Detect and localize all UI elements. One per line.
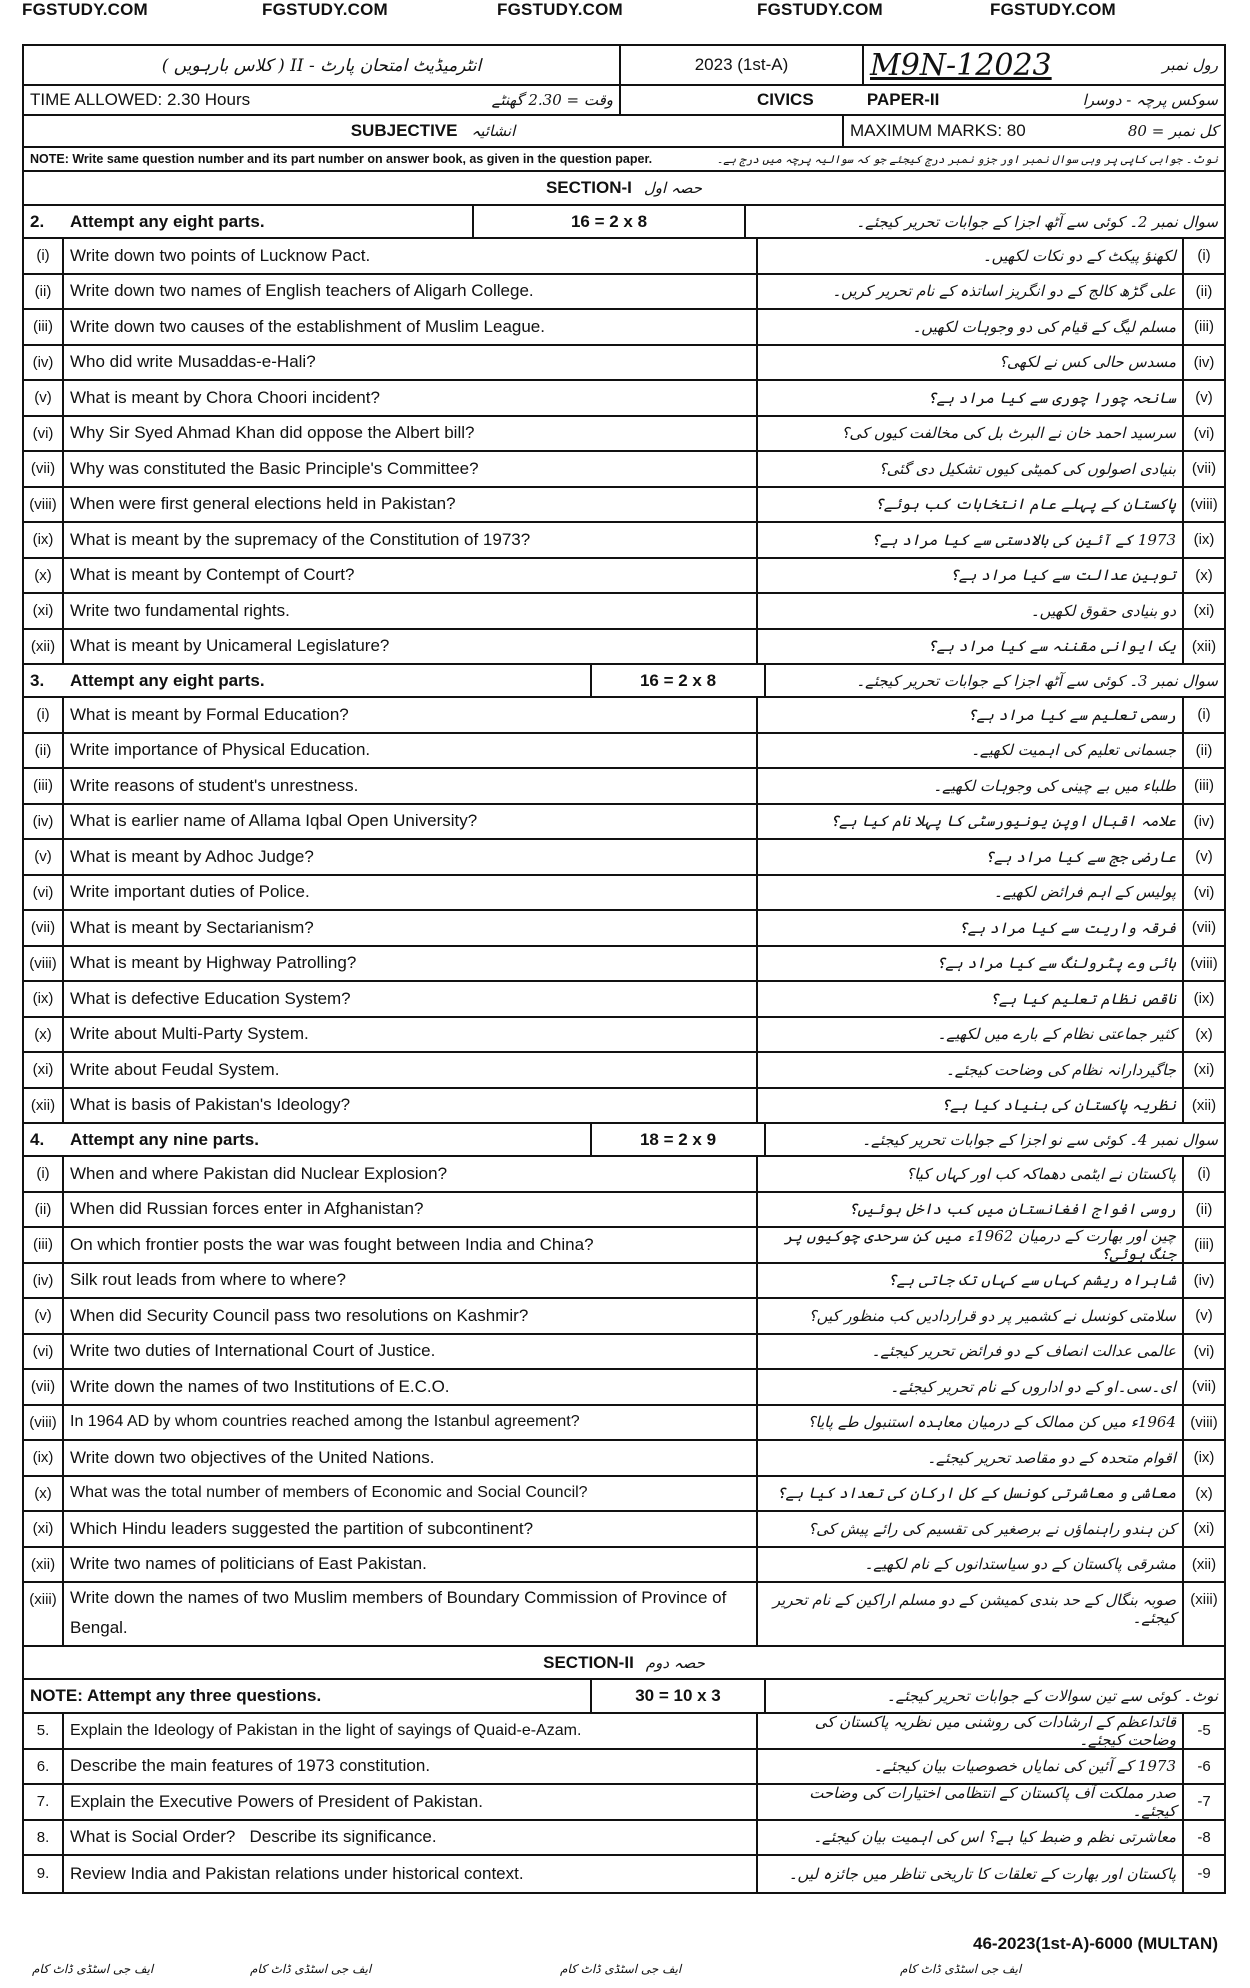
question-part bbox=[24, 452, 1224, 488]
long-question bbox=[24, 1856, 1224, 1892]
part-text: Write down two causes of the establishment of Muslim League. bbox=[64, 310, 758, 344]
part-label-urdu: (ix) bbox=[1182, 1441, 1224, 1475]
instruction-text: Attempt any nine parts. bbox=[70, 1129, 259, 1149]
part-text: Write reasons of student's unrestness. bbox=[64, 769, 758, 803]
part-text: Write two names of politicians of East Pakistan. bbox=[64, 1548, 758, 1582]
part-text: When did Russian forces enter in Afghanistan? bbox=[64, 1193, 758, 1227]
part-label: (xii) bbox=[24, 630, 64, 664]
question-3-header bbox=[24, 665, 1224, 698]
time-allowed-urdu: وقت = 2.30 گھنٹے bbox=[491, 91, 613, 109]
part-label: (i) bbox=[24, 698, 64, 732]
part-text-urdu: مسلم لیگ کے قیام کی دو وجوہات لکھیں۔ bbox=[912, 317, 1176, 336]
part-label-urdu: (iv) bbox=[1182, 1264, 1224, 1298]
part-label: (i) bbox=[24, 1157, 64, 1191]
part-label-urdu: (iv) bbox=[1182, 805, 1224, 839]
question-part bbox=[24, 805, 1224, 841]
question-part bbox=[24, 1089, 1224, 1125]
part-text-urdu: جاگیردارانہ نظام کی وضاحت کیجئے۔ bbox=[945, 1060, 1176, 1079]
part-text: Why Sir Syed Ahmad Khan did oppose the Albert bill? bbox=[64, 417, 758, 451]
part-text-urdu: روسی افواج افغانستان میں کب داخل ہوئیں؟ bbox=[848, 1200, 1176, 1219]
part-label: (vi) bbox=[24, 417, 64, 451]
question-part bbox=[24, 346, 1224, 382]
part-text-urdu: پولیس کے اہم فرائض لکھیے۔ bbox=[993, 883, 1176, 902]
paper-type-cell bbox=[24, 116, 844, 146]
part-label-urdu: (xi) bbox=[1182, 1512, 1224, 1546]
question-label: 8. bbox=[24, 1821, 64, 1855]
question-part bbox=[24, 488, 1224, 524]
section-1-title bbox=[24, 172, 1224, 204]
long-question bbox=[24, 1750, 1224, 1786]
long-question bbox=[24, 1714, 1224, 1750]
part-text: What is basis of Pakistan's Ideology? bbox=[64, 1089, 758, 1123]
part-label: (v) bbox=[24, 1299, 64, 1333]
part-text: What is meant by the supremacy of the Constitution of 1973? bbox=[64, 523, 758, 557]
part-label: (v) bbox=[24, 840, 64, 874]
part-text: Write down the names of two Institutions of E.C.O. bbox=[64, 1370, 758, 1404]
part-label: (ix) bbox=[24, 1441, 64, 1475]
part-text-urdu: دو بنیادی حقوق لکھیں۔ bbox=[1030, 601, 1176, 620]
section-1-title-row bbox=[24, 172, 1224, 206]
roll-number-value: M9N-12023 bbox=[870, 47, 1052, 83]
part-text: When and where Pakistan did Nuclear Explosion? bbox=[64, 1157, 758, 1191]
question-part bbox=[24, 630, 1224, 666]
part-label: (iii) bbox=[24, 1228, 64, 1262]
paper-number: PAPER-II bbox=[866, 90, 940, 109]
question-text: Explain the Ideology of Pakistan in the light of sayings of Quaid-e-Azam. bbox=[64, 1714, 758, 1748]
question-label: 7. bbox=[24, 1785, 64, 1819]
part-text: Why was constituted the Basic Principle's Committee? bbox=[64, 452, 758, 486]
part-text: Silk rout leads from where to where? bbox=[64, 1264, 758, 1298]
part-text-urdu: ای۔سی۔او کے دو اداروں کے نام تحریر کیجئے۔ bbox=[890, 1377, 1176, 1396]
watermark-text: FGSTUDY.COM bbox=[497, 0, 623, 19]
part-label: (ii) bbox=[24, 1193, 64, 1227]
question-label: 5. bbox=[24, 1714, 64, 1748]
session-label: 2023 (1st-A) bbox=[621, 46, 864, 84]
part-label-urdu: (iii) bbox=[1182, 310, 1224, 344]
question-4-instruction-urdu: سوال نمبر 4۔ کوئی سے نو اجزا کے جوابات تحریر کیجئے۔ bbox=[862, 1130, 1218, 1149]
question-part bbox=[24, 594, 1224, 630]
exam-title-urdu: انٹرمیڈیٹ امتحان پارٹ - II ( کلاس بارہویں ) bbox=[24, 46, 621, 84]
header-title-row bbox=[24, 46, 1224, 86]
part-text: What is meant by Formal Education? bbox=[64, 698, 758, 732]
question-part bbox=[24, 310, 1224, 346]
question-part bbox=[24, 947, 1224, 983]
part-label: (iii) bbox=[24, 310, 64, 344]
question-part bbox=[24, 1228, 1224, 1264]
question-part bbox=[24, 1018, 1224, 1054]
header-time-row bbox=[24, 86, 1224, 116]
exam-paper bbox=[22, 44, 1226, 1894]
question-text-urdu: معاشرتی نظم و ضبط کیا ہے؟ اس کی اہمیت بیان کیجئے۔ bbox=[813, 1828, 1176, 1847]
part-text-urdu: 1973 کے آئین کی بالادستی سے کیا مراد ہے؟ bbox=[871, 530, 1176, 549]
part-text-urdu: عارضی جج سے کیا مراد ہے؟ bbox=[985, 847, 1176, 866]
part-text: Write about Multi-Party System. bbox=[64, 1018, 758, 1052]
part-text: When were first general elections held in Pakistan? bbox=[64, 488, 758, 522]
watermark-text-urdu: ایف جی اسٹڈی ڈاٹ کام bbox=[32, 1962, 154, 1976]
part-label: (ix) bbox=[24, 523, 64, 557]
part-label-urdu: (xi) bbox=[1182, 594, 1224, 628]
note-row bbox=[24, 148, 1224, 172]
part-label-urdu: (x) bbox=[1182, 1018, 1224, 1052]
part-label: (xi) bbox=[24, 1053, 64, 1087]
question-part bbox=[24, 275, 1224, 311]
part-text-urdu: مسدس حالی کس نے لکھی؟ bbox=[998, 353, 1176, 372]
question-text-urdu: 1973 کے آئین کی نمایاں خصوصیات بیان کیجئے۔ bbox=[873, 1757, 1176, 1776]
part-text: What is meant by Chora Choori incident? bbox=[64, 381, 758, 415]
question-part bbox=[24, 911, 1224, 947]
part-text-urdu: نظریہ پاکستان کی بنیاد کیا ہے؟ bbox=[941, 1096, 1176, 1115]
part-text-urdu: فرقہ واریت سے کیا مراد ہے؟ bbox=[958, 918, 1176, 937]
part-text: On which frontier posts the war was fought between India and China? bbox=[64, 1228, 758, 1262]
max-marks-cell bbox=[844, 116, 1224, 146]
question-text: Describe the main features of 1973 constitution. bbox=[64, 1750, 758, 1784]
question-part bbox=[24, 1335, 1224, 1371]
part-label-urdu: (v) bbox=[1182, 1299, 1224, 1333]
part-text: What is meant by Sectarianism? bbox=[64, 911, 758, 945]
part-text-urdu: سلامتی کونسل نے کشمیر پر دو قراردادیں کب منظور کیں؟ bbox=[808, 1306, 1176, 1325]
part-label-urdu: (iv) bbox=[1182, 346, 1224, 380]
part-label: (vii) bbox=[24, 1370, 64, 1404]
note-text: NOTE: Write same question number and its part number on answer book, as given in the question paper. bbox=[30, 152, 653, 166]
part-label-urdu: (xii) bbox=[1182, 630, 1224, 664]
part-label-urdu: (i) bbox=[1182, 239, 1224, 273]
part-label: (iv) bbox=[24, 805, 64, 839]
question-part bbox=[24, 1441, 1224, 1477]
note-cell bbox=[24, 148, 1224, 170]
paper-type-urdu: انشائیہ bbox=[471, 122, 516, 140]
part-text: What was the total number of members of Economic and Social Council? bbox=[64, 1477, 758, 1511]
question-3-instruction bbox=[24, 665, 592, 696]
part-label-urdu: (xiii) bbox=[1182, 1583, 1224, 1645]
question-2-instruction bbox=[24, 206, 474, 237]
part-label-urdu: (ix) bbox=[1182, 523, 1224, 557]
part-label-urdu: (x) bbox=[1182, 1477, 1224, 1511]
part-text-urdu: کن ہندو راہنماؤں نے برصغیر کی تقسیم کی رائے پیش کی؟ bbox=[808, 1519, 1176, 1538]
instruction-text: Attempt any eight parts. bbox=[70, 211, 265, 231]
question-part bbox=[24, 1583, 1224, 1647]
part-label-urdu: (ii) bbox=[1182, 734, 1224, 768]
part-label: (viii) bbox=[24, 488, 64, 522]
part-text-urdu: لکھنؤ پیکٹ کے دو نکات لکھیں۔ bbox=[982, 246, 1176, 265]
part-label-urdu: (viii) bbox=[1182, 947, 1224, 981]
part-text-urdu: 1964ء میں کن ممالک کے درمیان معاہدہ استنبول طے پایا؟ bbox=[807, 1413, 1176, 1432]
part-label-urdu: (ii) bbox=[1182, 275, 1224, 309]
watermark-bottom bbox=[0, 1962, 1250, 1988]
time-allowed: TIME ALLOWED: 2.30 Hours bbox=[30, 90, 251, 109]
part-label-urdu: (viii) bbox=[1182, 1406, 1224, 1440]
part-label: (xii) bbox=[24, 1548, 64, 1582]
question-4-instruction bbox=[24, 1124, 592, 1155]
question-text-urdu: پاکستان اور بھارت کے تعلقات کا تاریخی تناظر میں جائزہ لیں۔ bbox=[788, 1864, 1176, 1883]
subject-urdu: سوکس پرچہ - دوسرا bbox=[1082, 91, 1218, 109]
watermark-text: FGSTUDY.COM bbox=[262, 0, 388, 19]
part-label-urdu: (ii) bbox=[1182, 1193, 1224, 1227]
section-2-marks: 30 = 10 x 3 bbox=[592, 1680, 766, 1712]
part-label-urdu: (vii) bbox=[1182, 452, 1224, 486]
part-text-urdu: علی گڑھ کالج کے دو انگریز اساتذہ کے نام تحریر کریں۔ bbox=[832, 282, 1176, 301]
part-text-urdu: علامہ اقبال اوپن یونیورسٹی کا پہلا نام کیا ہے؟ bbox=[830, 812, 1176, 831]
part-label-urdu: (ix) bbox=[1182, 982, 1224, 1016]
part-text: Write down two points of Lucknow Pact. bbox=[64, 239, 758, 273]
part-text: Which Hindu leaders suggested the partition of subcontinent? bbox=[64, 1512, 758, 1546]
max-marks: MAXIMUM MARKS: 80 bbox=[850, 121, 1026, 140]
question-label-urdu: -7 bbox=[1182, 1785, 1224, 1819]
part-label: (xii) bbox=[24, 1089, 64, 1123]
part-label: (v) bbox=[24, 381, 64, 415]
question-part bbox=[24, 1264, 1224, 1300]
section-1-label: SECTION-I bbox=[545, 178, 632, 197]
section-2-note-row bbox=[24, 1680, 1224, 1714]
watermark-text-urdu: ایف جی اسٹڈی ڈاٹ کام bbox=[560, 1962, 682, 1976]
question-part bbox=[24, 523, 1224, 559]
part-text-urdu: ہائی وے پٹرولنگ سے کیا مراد ہے؟ bbox=[936, 954, 1176, 973]
part-text-urdu: پاکستان کے پہلے عام انتخابات کب ہوئے؟ bbox=[874, 495, 1176, 514]
question-label: 9. bbox=[24, 1856, 64, 1892]
question-4-marks: 18 = 2 x 9 bbox=[592, 1124, 766, 1155]
part-label: (viii) bbox=[24, 947, 64, 981]
part-text: What is defective Education System? bbox=[64, 982, 758, 1016]
note-text-urdu: نوٹ۔ جوابی کاپی پر وہی سوال نمبر اور جزو نمبر درج کیجئے جو کہ سوالیہ پرچہ میں درج ہے۔ bbox=[716, 152, 1218, 166]
part-text-urdu: صوبہ بنگال کے حد بندی کمیشن کے دو مسلم اراکین کے نام تحریر کیجئے۔ bbox=[772, 1591, 1176, 1627]
section-2-note: NOTE: Attempt any three questions. bbox=[24, 1680, 592, 1712]
part-text: Write two fundamental rights. bbox=[64, 594, 758, 628]
part-label-urdu: (vi) bbox=[1182, 417, 1224, 451]
part-text: What is meant by Highway Patrolling? bbox=[64, 947, 758, 981]
question-part bbox=[24, 1477, 1224, 1513]
question-part bbox=[24, 1299, 1224, 1335]
question-part bbox=[24, 698, 1224, 734]
part-label: (iii) bbox=[24, 769, 64, 803]
part-label: (xi) bbox=[24, 594, 64, 628]
section-2-title bbox=[24, 1647, 1224, 1678]
question-number: 4. bbox=[30, 1129, 45, 1149]
part-label: (iv) bbox=[24, 346, 64, 380]
question-part bbox=[24, 840, 1224, 876]
roll-number-label-urdu: رول نمبر bbox=[1162, 56, 1218, 74]
part-label: (vi) bbox=[24, 1335, 64, 1369]
subject-cell bbox=[621, 86, 1224, 114]
watermark-top bbox=[0, 0, 1250, 30]
part-text-urdu: رسمی تعلیم سے کیا مراد ہے؟ bbox=[967, 705, 1176, 724]
watermark-text-urdu: ایف جی اسٹڈی ڈاٹ کام bbox=[900, 1962, 1022, 1976]
question-label-urdu: -6 bbox=[1182, 1750, 1224, 1784]
section-2-label: SECTION-II bbox=[543, 1652, 634, 1672]
question-text-urdu: قائداعظم کے ارشادات کی روشنی میں نظریہ پاکستان کی وضاحت کیجئے۔ bbox=[814, 1712, 1176, 1749]
part-label: (vii) bbox=[24, 911, 64, 945]
question-part bbox=[24, 1370, 1224, 1406]
watermark-text-urdu: ایف جی اسٹڈی ڈاٹ کام bbox=[250, 1962, 372, 1976]
question-part bbox=[24, 1406, 1224, 1442]
part-text: Write down two objectives of the United Nations. bbox=[64, 1441, 758, 1475]
part-label: (viii) bbox=[24, 1406, 64, 1440]
part-label: (xi) bbox=[24, 1512, 64, 1546]
question-number: 2. bbox=[30, 211, 45, 231]
question-text: Explain the Executive Powers of President of Pakistan. bbox=[64, 1785, 758, 1819]
part-label: (i) bbox=[24, 239, 64, 273]
part-text: Write about Feudal System. bbox=[64, 1053, 758, 1087]
part-label: (vii) bbox=[24, 452, 64, 486]
question-text-urdu: صدر مملکت آف پاکستان کے انتظامی اختیارات کی وضاحت کیجئے۔ bbox=[809, 1783, 1176, 1820]
question-part bbox=[24, 982, 1224, 1018]
question-part bbox=[24, 876, 1224, 912]
part-text-urdu: چین اور بھارت کے درمیان 1962ء میں کن سرحدی چوکیوں پر جنگ ہوئی؟ bbox=[784, 1226, 1176, 1263]
watermark-text: FGSTUDY.COM bbox=[990, 0, 1116, 19]
part-text-urdu: سانحہ چورا چوری سے کیا مراد ہے؟ bbox=[927, 388, 1176, 407]
question-text: What is Social Order? Describe its significance. bbox=[64, 1821, 758, 1855]
part-text: What is meant by Unicameral Legislature? bbox=[64, 630, 758, 664]
question-part bbox=[24, 1512, 1224, 1548]
part-label-urdu: (vii) bbox=[1182, 911, 1224, 945]
part-text-urdu: کثیر جماعتی نظام کے بارے میں لکھیے۔ bbox=[937, 1025, 1176, 1044]
question-3-instruction-urdu: سوال نمبر 3۔ کوئی سے آٹھ اجزا کے جوابات تحریر کیجئے۔ bbox=[856, 671, 1218, 690]
part-label: (iv) bbox=[24, 1264, 64, 1298]
part-text-urdu: شاہراہ ریشم کہاں سے کہاں تک جاتی ہے؟ bbox=[887, 1271, 1176, 1290]
part-text-urdu: جسمانی تعلیم کی اہمیت لکھیے۔ bbox=[971, 741, 1176, 760]
part-label: (xiii) bbox=[24, 1583, 64, 1645]
part-label-urdu: (xi) bbox=[1182, 1053, 1224, 1087]
part-text: What is meant by Adhoc Judge? bbox=[64, 840, 758, 874]
question-part bbox=[24, 1157, 1224, 1193]
header-type-row bbox=[24, 116, 1224, 148]
question-2-header bbox=[24, 206, 1224, 239]
time-allowed-cell bbox=[24, 86, 621, 114]
part-text: Write down the names of two Muslim members of Boundary Commission of Province of Bengal. bbox=[64, 1583, 758, 1645]
question-part bbox=[24, 417, 1224, 453]
section-2-note-urdu: نوٹ۔ کوئی سے تین سوالات کے جوابات تحریر کیجئے۔ bbox=[886, 1687, 1218, 1705]
roll-number-field bbox=[864, 46, 1224, 84]
part-text: Write importance of Physical Education. bbox=[64, 734, 758, 768]
part-label: (ii) bbox=[24, 275, 64, 309]
part-label-urdu: (i) bbox=[1182, 698, 1224, 732]
long-question bbox=[24, 1785, 1224, 1821]
part-label: (ix) bbox=[24, 982, 64, 1016]
part-label: (x) bbox=[24, 559, 64, 593]
part-label: (x) bbox=[24, 1018, 64, 1052]
part-text-urdu: مشرقی پاکستان کے دو سیاستدانوں کے نام لکھیے۔ bbox=[864, 1555, 1176, 1574]
question-number: 3. bbox=[30, 670, 45, 690]
part-label-urdu: (i) bbox=[1182, 1157, 1224, 1191]
part-text: When did Security Council pass two resolutions on Kashmir? bbox=[64, 1299, 758, 1333]
part-label-urdu: (vi) bbox=[1182, 876, 1224, 910]
question-2-instruction-urdu: سوال نمبر 2۔ کوئی سے آٹھ اجزا کے جوابات تحریر کیجئے۔ bbox=[856, 212, 1218, 231]
question-2-marks: 16 = 2 x 8 bbox=[474, 206, 746, 237]
section-2-title-row bbox=[24, 1647, 1224, 1680]
part-label-urdu: (xii) bbox=[1182, 1089, 1224, 1123]
section-1-label-urdu: حصہ اول bbox=[643, 179, 703, 197]
question-label: 6. bbox=[24, 1750, 64, 1784]
part-text-urdu: توہین عدالت سے کیا مراد ہے؟ bbox=[950, 566, 1176, 585]
question-part bbox=[24, 381, 1224, 417]
question-3-marks: 16 = 2 x 8 bbox=[592, 665, 766, 696]
part-label-urdu: (iii) bbox=[1182, 769, 1224, 803]
part-text-urdu: یک ایوانی مقننہ سے کیا مراد ہے؟ bbox=[927, 637, 1176, 656]
paper-type: SUBJECTIVE bbox=[350, 121, 458, 140]
subject-name: CIVICS bbox=[757, 90, 814, 109]
part-text-urdu: پاکستان نے ایٹمی دھماکہ کب اور کہاں کیا؟ bbox=[906, 1164, 1176, 1183]
part-text: Write down two names of English teachers of Aligarh College. bbox=[64, 275, 758, 309]
part-label-urdu: (vii) bbox=[1182, 1370, 1224, 1404]
watermark-text: FGSTUDY.COM bbox=[22, 0, 148, 19]
part-text-urdu: سرسید احمد خان نے البرٹ بل کی مخالفت کیوں کی؟ bbox=[841, 424, 1176, 443]
question-part bbox=[24, 1053, 1224, 1089]
part-text: Write important duties of Police. bbox=[64, 876, 758, 910]
question-part bbox=[24, 559, 1224, 595]
part-label-urdu: (viii) bbox=[1182, 488, 1224, 522]
section-2-label-urdu: حصہ دوم bbox=[645, 1653, 705, 1672]
question-part bbox=[24, 734, 1224, 770]
part-label-urdu: (iii) bbox=[1182, 1228, 1224, 1262]
part-text-urdu: بنیادی اصولوں کی کمیٹی کیوں تشکیل دی گئی؟ bbox=[878, 459, 1176, 478]
part-text-urdu: معاشی و معاشرتی کونسل کے کل ارکان کی تعداد کیا ہے؟ bbox=[776, 1484, 1176, 1503]
watermark-text: FGSTUDY.COM bbox=[757, 0, 883, 19]
part-text-urdu: ناقص نظام تعلیم کیا ہے؟ bbox=[989, 989, 1176, 1008]
part-label-urdu: (v) bbox=[1182, 381, 1224, 415]
question-label-urdu: -8 bbox=[1182, 1821, 1224, 1855]
part-label: (vi) bbox=[24, 876, 64, 910]
part-text: Who did write Musaddas-e-Hali? bbox=[64, 346, 758, 380]
part-label: (x) bbox=[24, 1477, 64, 1511]
part-text: What is meant by Contempt of Court? bbox=[64, 559, 758, 593]
part-text: What is earlier name of Allama Iqbal Open University? bbox=[64, 805, 758, 839]
max-marks-urdu: کل نمبر = 80 bbox=[1127, 122, 1218, 140]
part-text: Write two duties of International Court of Justice. bbox=[64, 1335, 758, 1369]
part-label-urdu: (vi) bbox=[1182, 1335, 1224, 1369]
question-part bbox=[24, 769, 1224, 805]
long-question bbox=[24, 1821, 1224, 1857]
question-part bbox=[24, 1548, 1224, 1584]
part-label-urdu: (v) bbox=[1182, 840, 1224, 874]
part-text: In 1964 AD by whom countries reached among the Istanbul agreement? bbox=[64, 1406, 758, 1440]
question-text: Review India and Pakistan relations under historical context. bbox=[64, 1856, 758, 1892]
part-label: (ii) bbox=[24, 734, 64, 768]
question-4-header bbox=[24, 1124, 1224, 1157]
question-part bbox=[24, 1193, 1224, 1229]
question-part bbox=[24, 239, 1224, 275]
question-label-urdu: -5 bbox=[1182, 1714, 1224, 1748]
part-label-urdu: (xii) bbox=[1182, 1548, 1224, 1582]
question-label-urdu: -9 bbox=[1182, 1856, 1224, 1892]
part-text-urdu: اقوام متحدہ کے دو مقاصد تحریر کیجئے۔ bbox=[927, 1448, 1176, 1467]
part-text-urdu: طلباء میں بے چینی کی وجوہات لکھیے۔ bbox=[933, 776, 1176, 795]
part-text-urdu: عالمی عدالت انصاف کے دو فرائض تحریر کیجئے۔ bbox=[871, 1342, 1176, 1361]
paper-code: 46-2023(1st-A)-6000 (MULTAN) bbox=[973, 1934, 1218, 1953]
part-label-urdu: (x) bbox=[1182, 559, 1224, 593]
instruction-text: Attempt any eight parts. bbox=[70, 670, 265, 690]
